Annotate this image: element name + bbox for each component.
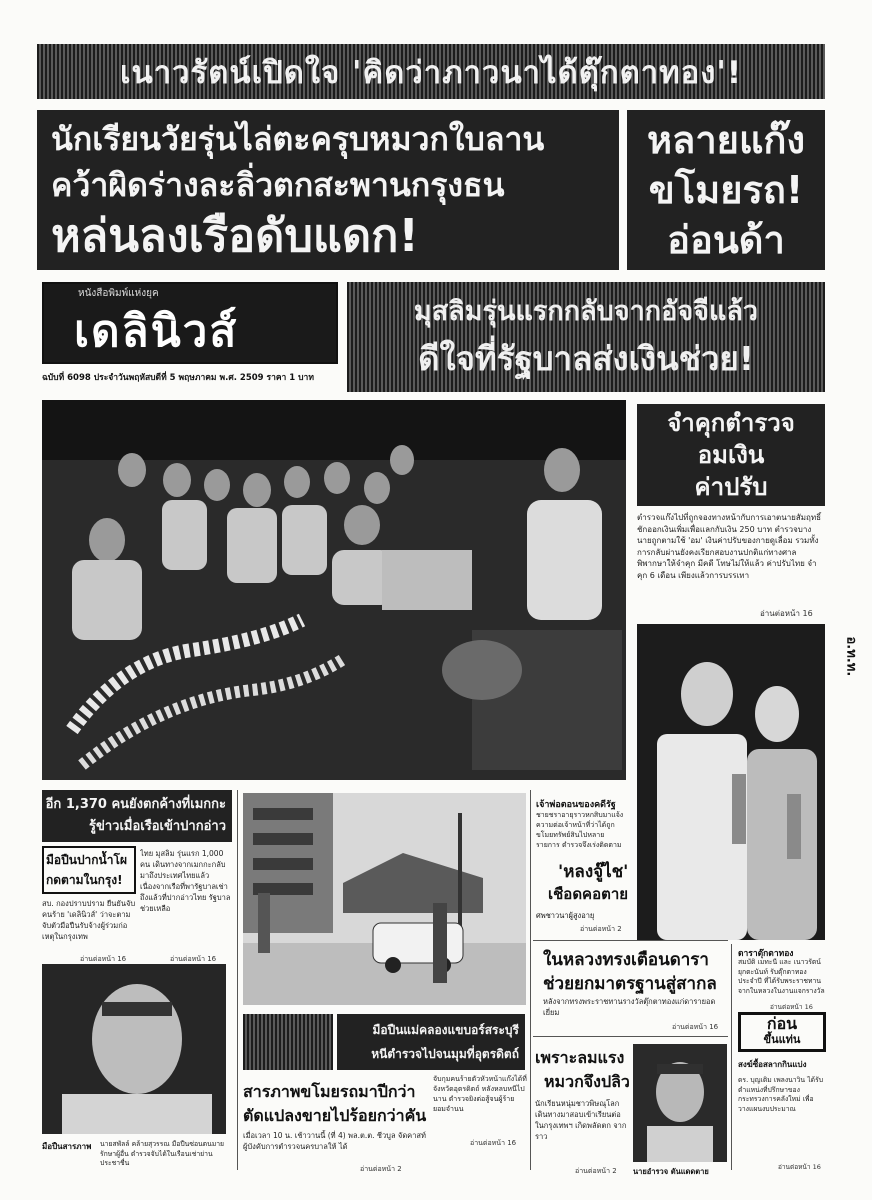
muslim-sub-headline-line2: กดตามในกรุง!	[46, 873, 123, 887]
wind-headline-line1: เพราะลมแรง	[535, 1048, 625, 1067]
muslim-right-body: ไทย มุสลิม รุ่นแรก 1,000 คน เดินทางจากเมกกะกลับมาถึงประเทศไทยแล้ว เนื่องจากเรือที่พารัฐบาลเช่าถึงแล้วที่ปากอ่าวไทย รัฐบาลช่วยเหลือ	[140, 849, 231, 913]
photo-award-winners	[637, 624, 825, 940]
main-headline-line1: นักเรียนวัยรุ่นไล่ตะครุบหมวกใบลาน	[51, 120, 545, 158]
side-headline-line1: หลายแก๊ง	[647, 118, 805, 162]
second-headline-line2: ดีใจที่รัฐบาลส่งเงินช่วย!	[418, 339, 754, 378]
police-headline-line3: ค่าปรับ	[694, 473, 768, 501]
wind-photo-caption: นายอำรวจ ตันแดดตาย	[633, 1167, 709, 1176]
star-story-body: หลังจากทรงพระราชทานรางวัลตุ๊กตาทองแก่ดารายอดเยี่ยม	[543, 997, 716, 1017]
photo-gunman-portrait	[42, 964, 226, 1134]
side-marker: อ.ท.ท.	[843, 636, 859, 677]
wind-story-body: นักเรียนหนุ่มชาวพิษณุโลก เดินทางมาสอบเข้าเรียนต่อในกรุงเทพฯ เกิดพลัดตก จากราว	[535, 1099, 627, 1141]
car-headline-line2: ตัดแปลงขายไปร้อยกว่าคัน	[243, 1106, 427, 1125]
grandpa-kicker: เจ้าพ่อตอนของคดีรัฐ	[536, 800, 616, 810]
masthead	[42, 282, 338, 364]
masthead-tagline: หนังสือพิมพ์แห่งยุค	[78, 288, 159, 299]
masthead-title: เดลินิวส์	[74, 306, 239, 357]
star-story-continued: อ่านต่อหน้า 16	[672, 1023, 719, 1031]
divider-horizontal-2	[533, 1036, 728, 1037]
divider-vertical-3	[731, 944, 732, 1170]
thief-headline-line2: หนีตำรวจไปจนมุมที่อุตรดิตถ์	[371, 1047, 519, 1061]
brief-title-box	[738, 1012, 826, 1052]
issue-line: ฉบับที่ 6098 ประจำวันพฤหัสบดีที่ 5 พฤษภาคม พ.ศ. 2509 ราคา 1 บาท	[42, 373, 314, 383]
star-caption-body: สมบัติ เมทะนี และ เนาวรัตน์ ยุกตะนันท์ รับตุ๊กตาทองประจำปี ที่ได้รับพระราชทานจากในหลวงในงานแจกรางวัล	[738, 958, 825, 995]
car-story-continued: อ่านต่อหน้า 2	[360, 1165, 402, 1173]
side-headline-block	[627, 110, 825, 270]
muslim-headline-line1: อีก 1,370 คนยังตกค้างที่เมกกะ	[45, 797, 226, 812]
brief-item2: ดร. บุญเติม เพลงนาวิน ได้รับตำแหน่งที่ปรึกษาของกระทรวงการคลังใหม่ เพื่อวางแผนงบประมาณ	[738, 1076, 824, 1113]
grandpa-byline: ศพชาวนาผู้สูงอายุ	[536, 911, 595, 920]
photo-student-portrait	[633, 1044, 727, 1162]
star-caption-head: ดาราตุ๊กตาทอง	[738, 949, 794, 959]
grandpa-continued: อ่านต่อหน้า 2	[580, 925, 622, 933]
police-headline-block	[637, 404, 825, 506]
main-headline-line3: หล่นลงเรือดับแดก!	[51, 209, 419, 262]
star-caption-continued: อ่านต่อหน้า 16	[770, 1003, 813, 1011]
grandpa-headline-line2: เชือดคอตาย	[548, 885, 629, 903]
top-headline: เนาวรัตน์เปิดใจ 'คิดว่าภาวนาได้ตุ๊กตาทอง'!	[119, 54, 743, 91]
brief-continued: อ่านต่อหน้า 16	[778, 1163, 821, 1171]
thief-story-body: จับกุมคนร้ายตัวหัวหน้าแก๊งได้ที่จังหวัดอุตรดิตถ์ หลังหลบหนีไปนาน ตำรวจยิงต่อสู้จนผู้ร้ายยอมจำนน	[433, 1075, 527, 1113]
thief-story-continued: อ่านต่อหน้า 16	[470, 1139, 517, 1147]
photo-street-scene	[243, 793, 526, 1005]
front-photo-beauty-queens	[42, 400, 626, 780]
star-headline-line1: ในหลวงทรงเตือนดารา	[543, 950, 709, 970]
car-headline-line1: สารภาพขโมยรถมาปีกว่า	[243, 1082, 416, 1101]
side-headline-line3: อ่อนด้า	[667, 218, 785, 262]
main-headline-block	[37, 110, 619, 270]
divider-vertical-2	[530, 790, 531, 1170]
brief-item1: สงฆ์ซื้อสลากกินแบ่ง	[738, 1060, 807, 1069]
police-headline-line1: จำคุกตำรวจ	[667, 409, 795, 437]
wind-story-continued: อ่านต่อหน้า 2	[575, 1167, 617, 1175]
police-headline-line2: อมเงิน	[697, 441, 765, 469]
thief-headline-line1: มือปืนแม่คลองแขบอร์สระบุรี	[372, 1023, 519, 1037]
brief-title-line1: ก่อน	[766, 1014, 798, 1033]
brief-title-line2: ขึ้นแท่น	[763, 1033, 801, 1046]
car-caption-head: มือปืนสารภาพ	[42, 1142, 92, 1151]
star-headline-line2: ช่วยยกมาตรฐานสู่สากล	[543, 974, 717, 994]
muslim-sub-headline-line1: มือปืนปากน้ำโผ	[46, 853, 127, 867]
thief-headline-shade	[243, 1014, 333, 1070]
muslim-right-continued: อ่านต่อหน้า 16	[170, 955, 217, 963]
grandpa-headline-line1: 'หลงจู๊ไช'	[558, 862, 629, 882]
main-headline-line2: คว้าผิดร่างละลิ่วตกสะพานกรุงธน	[51, 166, 505, 204]
thief-headline-block	[337, 1014, 525, 1070]
police-story-continued: อ่านต่อหน้า 16	[760, 609, 813, 618]
muslim-headline-block	[42, 790, 232, 842]
grandpa-kicker-body: ชายชราอายุราวหกสิบมาแจ้งความต่อเจ้าหน้าที่ว่าได้ถูกขโมยทรัพย์สินไปหลายรายการ ตำรวจจึงเร่งติดตาม	[536, 811, 624, 849]
muslim-left-body: สบ. กองปราบปราม ยืนยันจับคนร้าย 'เดลินิวส์' ว่าจะตามจับตัวมือปืนรับจ้างผู้ร่วมก่อเหตุในกรุงเทพ	[42, 899, 136, 941]
car-story-body: เมื่อเวลา 10 น. เช้าวานนี้ (ที่ 4) พล.ต.ต. ชีวบูล จัดคาสท์ ผู้บังคับการตำรวจนครบาลให้ ได้	[243, 1131, 426, 1151]
car-caption-body: นายสพัลล์ คล้ายสุวรรณ มือปืนซ่อนตนมายรักษาผู้อื่น ตำรวจจับได้ในเรือนเช่าย่านประชาชื่น	[100, 1140, 225, 1167]
muslim-headline-line2: รู้ข่าวเมื่อเรือเข้าปากอ่าว	[89, 819, 226, 834]
divider-vertical-1	[237, 790, 238, 1170]
police-story-body: ตำรวจแก๊งไปที่ถูกจองทางหน้ากับการเอาตนายสัมฤทธิ์ ชักออกเงินเพิ่มเพื่อแลกกับเงิน 250 บาท ตำรวจบางนายถูกตามใช้ 'อม' เงินค่าปรับของกายดูเลื่อม รวมทั้งการกลับผ่านยังคงเรียกสอบงานปกติแก่ทางศาล พิพากษาให้จำคุก มีคดี โทษไม่ให้แล้ว ค่าปรับไทย จำคุก 6 เดือน เพียงแล้วการบรรเทา	[637, 513, 822, 580]
divider-horizontal-1	[533, 940, 728, 941]
muslim-left-continued: อ่านต่อหน้า 16	[80, 955, 127, 963]
side-headline-line2: ขโมยรถ!	[648, 168, 804, 212]
muslim-sub-headline	[42, 846, 136, 894]
wind-headline-line2: หมวกจึงปลิว	[544, 1072, 630, 1091]
second-headline-line1: มุสลิมรุ่นแรกกลับจากอัจจีแล้ว	[413, 296, 759, 327]
top-headline-banner	[37, 44, 825, 99]
second-headline-block	[347, 282, 825, 392]
